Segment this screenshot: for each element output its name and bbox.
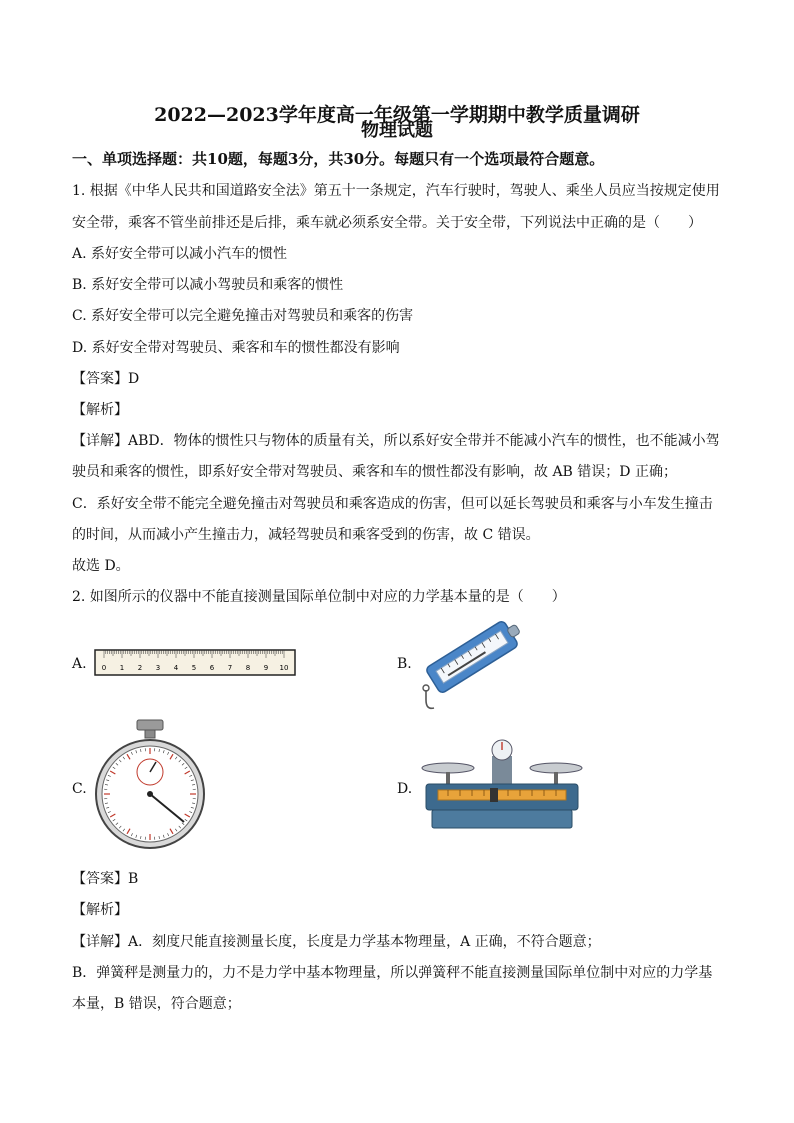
q2-stem: 2. 如图所示的仪器中不能直接测量国际单位制中对应的力学基本量的是（ ） bbox=[72, 589, 566, 605]
ruler-tick-label: 9 bbox=[263, 664, 269, 672]
spring-scale-icon bbox=[412, 612, 532, 716]
q2-detail-line1: 【详解】A．刻度尺能直接测量长度，长度是力学基本物理量，A 正确，不符合题意； bbox=[72, 934, 601, 950]
q1-detail-line4: 的时间，从而减小产生撞击力，减轻驾驶员和乘客受到的伤害，故 C 错误。 bbox=[72, 527, 540, 543]
exam-subtitle: 物理试题 bbox=[361, 120, 433, 141]
q1-option-b: B. 系好安全带可以减小驾驶员和乘客的惯性 bbox=[72, 277, 344, 293]
ruler-icon bbox=[94, 649, 296, 676]
q1-answer: 【答案】D bbox=[72, 371, 140, 387]
balance-scale-icon bbox=[420, 738, 584, 832]
ruler-tick-label: 4 bbox=[173, 664, 179, 672]
q2-detail-line2: B．弹簧秤是测量力的，力不是力学中基本物理量，所以弹簧秤不能直接测量国际单位制中对应的力学基 bbox=[72, 965, 713, 981]
stopwatch-icon bbox=[94, 718, 206, 852]
q1-analysis-label: 【解析】 bbox=[72, 402, 128, 418]
q1-stem-line1: 1. 根据《中华人民共和国道路安全法》第五十一条规定，汽车行驶时，驾驶人、乘坐人员应当按规定使用 bbox=[72, 183, 720, 199]
q2-detail-line3: 本量，B 错误，符合题意； bbox=[72, 996, 241, 1012]
ruler-tick-label: 8 bbox=[245, 664, 251, 672]
ruler-tick-label: 10 bbox=[279, 664, 289, 672]
q1-detail-line3: C．系好安全带不能完全避免撞击对驾驶员和乘客造成的伤害，但可以延长驾驶员和乘客与小车发生撞击 bbox=[72, 496, 713, 512]
q1-detail-line1: 【详解】ABD．物体的惯性只与物体的质量有关，所以系好安全带并不能减小汽车的惯性，也不能减小驾 bbox=[72, 433, 720, 449]
exam-title: 2022—2023学年度高一年级第一学期期中教学质量调研 bbox=[154, 104, 640, 126]
q2-analysis-label: 【解析】 bbox=[72, 902, 128, 918]
q1-option-d: D. 系好安全带对驾驶员、乘客和车的惯性都没有影响 bbox=[72, 340, 400, 356]
q2-label-b: B. bbox=[397, 656, 412, 672]
q1-option-c: C. 系好安全带可以完全避免撞击对驾驶员和乘客的伤害 bbox=[72, 308, 414, 324]
q1-stem-line2: 安全带，乘客不管坐前排还是后排，乘车就必须系安全带。关于安全带，下列说法中正确的是（ ） bbox=[72, 215, 702, 231]
q2-label-d: D. bbox=[397, 781, 413, 797]
q1-conclusion: 故选 D。 bbox=[72, 558, 130, 574]
ruler-tick-label: 3 bbox=[155, 664, 161, 672]
ruler-tick-label: 7 bbox=[227, 664, 233, 672]
q2-answer: 【答案】B bbox=[72, 871, 139, 887]
ruler-tick-label: 6 bbox=[209, 664, 215, 672]
section-heading: 一、单项选择题：共10题，每题3分，共30分。每题只有一个选项最符合题意。 bbox=[72, 150, 605, 168]
ruler-tick-label: 0 bbox=[101, 664, 107, 672]
ruler-tick-label: 1 bbox=[119, 664, 125, 672]
q1-detail-line2: 驶员和乘客的惯性，即系好安全带对驾驶员、乘客和车的惯性都没有影响，故 AB 错误；D 正确； bbox=[72, 464, 677, 480]
q1-option-a: A. 系好安全带可以减小汽车的惯性 bbox=[72, 246, 288, 262]
q2-label-a: A. bbox=[72, 656, 87, 672]
q2-label-c: C. bbox=[72, 781, 87, 797]
ruler-tick-label: 2 bbox=[137, 664, 143, 672]
ruler-tick-label: 5 bbox=[191, 664, 197, 672]
